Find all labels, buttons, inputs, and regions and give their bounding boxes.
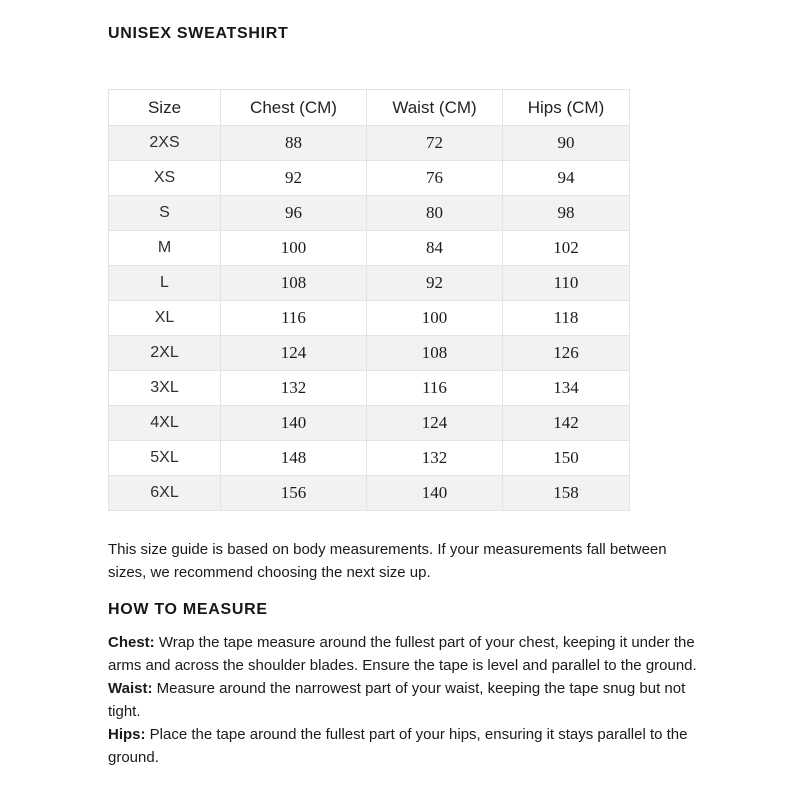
size-cell: 5XL — [109, 441, 221, 476]
measurement-cell: 158 — [503, 476, 630, 511]
how-to-measure-heading: HOW TO MEASURE — [108, 601, 268, 618]
measurement-cell: 92 — [221, 161, 367, 196]
measurement-cell: 156 — [221, 476, 367, 511]
size-cell: XS — [109, 161, 221, 196]
table-row — [109, 266, 630, 301]
measurement-cell: 118 — [503, 301, 630, 336]
size-table-body — [109, 126, 630, 511]
measure-label-hips: Hips: — [108, 726, 146, 743]
size-table-header — [109, 90, 630, 126]
measurement-cell: 108 — [367, 336, 503, 371]
size-chart-table — [108, 89, 630, 511]
table-row — [109, 371, 630, 406]
measurement-cell: 90 — [503, 126, 630, 161]
page-title: UNISEX SWEATSHIRT — [108, 25, 289, 42]
measurement-cell: 140 — [221, 406, 367, 441]
table-row — [109, 476, 630, 511]
column-header-waist: Waist (CM) — [367, 90, 503, 126]
size-cell: 6XL — [109, 476, 221, 511]
measurement-cell: 110 — [503, 266, 630, 301]
measurement-cell: 84 — [367, 231, 503, 266]
measurement-cell: 94 — [503, 161, 630, 196]
size-cell: M — [109, 231, 221, 266]
column-header-size: Size — [109, 90, 221, 126]
measure-item-hips — [108, 723, 705, 769]
measurement-cell: 148 — [221, 441, 367, 476]
size-cell: 4XL — [109, 406, 221, 441]
measurement-cell: 96 — [221, 196, 367, 231]
measurement-cell: 76 — [367, 161, 503, 196]
size-cell: XL — [109, 301, 221, 336]
table-row — [109, 196, 630, 231]
measurement-cell: 132 — [221, 371, 367, 406]
column-header-chest: Chest (CM) — [221, 90, 367, 126]
measure-text-chest: Wrap the tape measure around the fullest part of your chest, keeping it under the arms and across the shoulder blades. Ensure the tape is level and parallel to the ground. — [108, 634, 697, 674]
how-to-measure-section — [108, 631, 705, 769]
size-cell: 3XL — [109, 371, 221, 406]
column-header-hips: Hips (CM) — [503, 90, 630, 126]
measurement-cell: 92 — [367, 266, 503, 301]
measurement-cell: 142 — [503, 406, 630, 441]
measurement-cell: 100 — [367, 301, 503, 336]
measurement-cell: 72 — [367, 126, 503, 161]
measure-item-waist — [108, 677, 705, 723]
measurement-cell: 116 — [221, 301, 367, 336]
measurement-cell: 80 — [367, 196, 503, 231]
measure-label-waist: Waist: — [108, 680, 153, 697]
table-row — [109, 441, 630, 476]
measure-text-waist: Measure around the narrowest part of your waist, keeping the tape snug but not tight. — [108, 680, 686, 720]
table-row — [109, 301, 630, 336]
measurement-cell: 134 — [503, 371, 630, 406]
measure-label-chest: Chest: — [108, 634, 155, 651]
measurement-cell: 150 — [503, 441, 630, 476]
measurement-cell: 98 — [503, 196, 630, 231]
table-row — [109, 336, 630, 371]
measurement-cell: 102 — [503, 231, 630, 266]
measurement-cell: 88 — [221, 126, 367, 161]
measurement-cell: 108 — [221, 266, 367, 301]
measurement-cell: 116 — [367, 371, 503, 406]
size-cell: L — [109, 266, 221, 301]
size-guide-note: This size guide is based on body measurements. If your measurements fall between sizes, we recommend choosing the next size up. — [108, 541, 667, 581]
size-cell: 2XS — [109, 126, 221, 161]
measurement-cell: 124 — [367, 406, 503, 441]
table-row — [109, 406, 630, 441]
measurement-cell: 132 — [367, 441, 503, 476]
table-row — [109, 161, 630, 196]
table-row — [109, 231, 630, 266]
size-cell: 2XL — [109, 336, 221, 371]
measure-text-hips: Place the tape around the fullest part of your hips, ensuring it stays parallel to the ground. — [108, 726, 688, 766]
size-cell: S — [109, 196, 221, 231]
measurement-cell: 126 — [503, 336, 630, 371]
header-row — [109, 90, 630, 126]
table-row — [109, 126, 630, 161]
measure-item-chest — [108, 631, 705, 677]
measurement-cell: 140 — [367, 476, 503, 511]
measurement-cell: 100 — [221, 231, 367, 266]
measurement-cell: 124 — [221, 336, 367, 371]
